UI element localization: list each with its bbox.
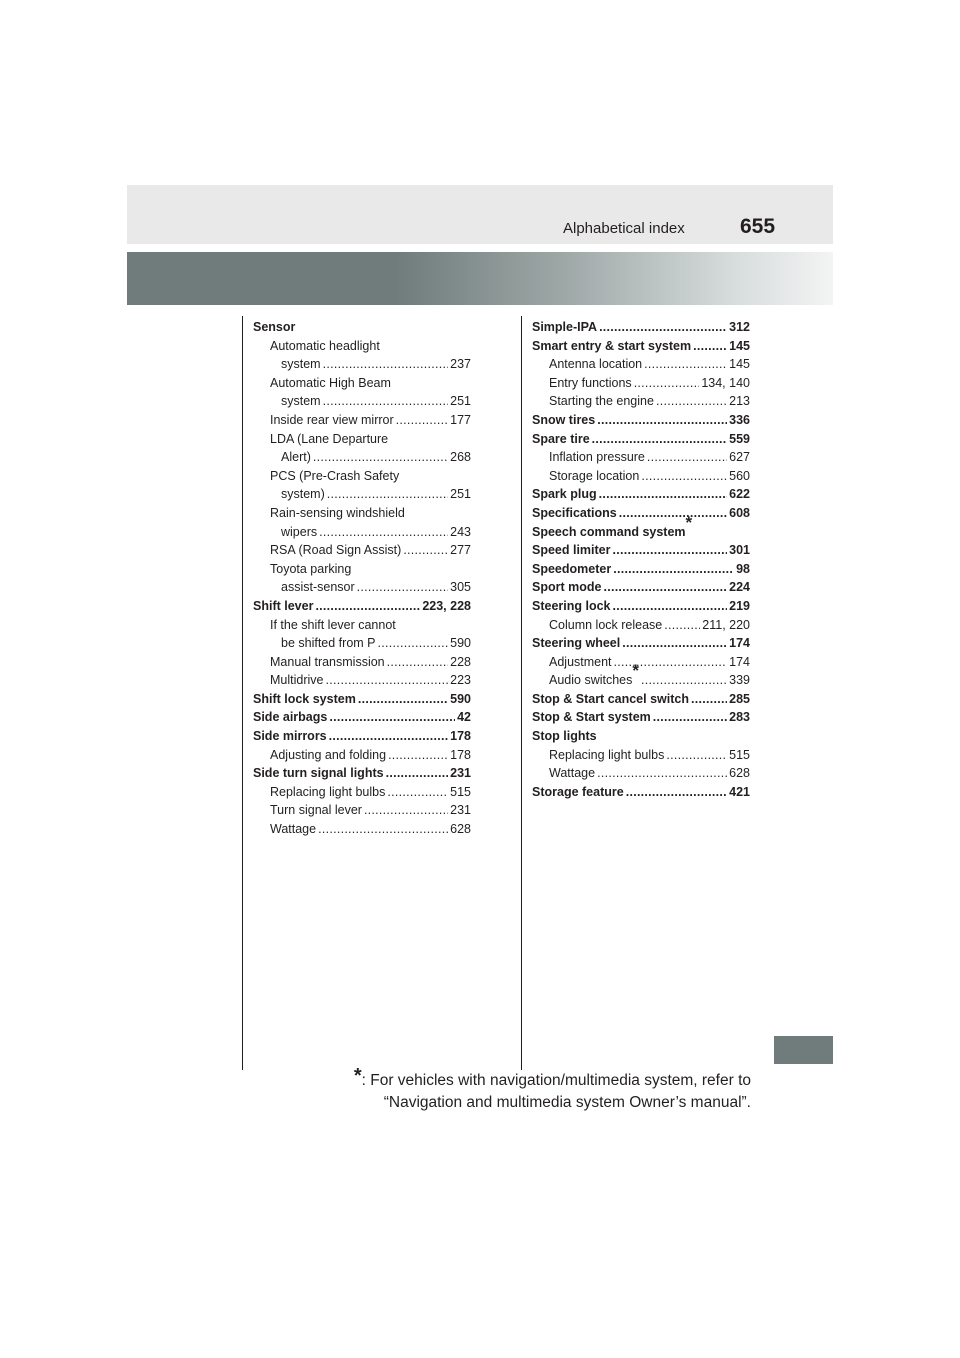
decorative-gradient-bar xyxy=(127,252,833,305)
footnote-star-marker: * xyxy=(685,512,693,532)
index-entry xyxy=(253,430,471,449)
entry-label: If the shift lever cannot xyxy=(270,617,396,632)
dot-leader xyxy=(603,578,727,597)
dot-leader xyxy=(666,746,727,765)
entry-page-reference: 223, 228 xyxy=(422,598,471,613)
footnote-star-marker: * xyxy=(632,661,639,681)
entry-label: Stop lights xyxy=(532,729,597,744)
index-entry xyxy=(532,764,750,783)
dot-leader xyxy=(597,764,727,783)
entry-page-reference: 42 xyxy=(457,710,471,725)
dot-leader xyxy=(388,746,448,765)
entry-page-reference: 219 xyxy=(729,598,750,613)
index-entry xyxy=(532,374,750,393)
dot-leader xyxy=(323,392,449,411)
entry-label: Automatic High Beam xyxy=(270,375,391,390)
entry-label: PCS (Pre-Crash Safety xyxy=(270,468,400,483)
middle-column-rule xyxy=(521,316,522,1070)
entry-label: Replacing light bulbs xyxy=(549,747,665,762)
dot-leader xyxy=(641,671,727,690)
entry-label: Multidrive xyxy=(270,673,324,688)
left-column-rule xyxy=(242,316,243,1070)
dot-leader xyxy=(358,690,448,709)
entry-page-reference: 213 xyxy=(729,394,750,409)
index-entry xyxy=(532,690,750,709)
entry-page-reference: 211, 220 xyxy=(702,617,750,632)
entry-page-reference: 627 xyxy=(729,450,750,465)
entry-page-reference: 622 xyxy=(729,487,750,502)
entry-label: Inflation pressure xyxy=(549,450,645,465)
entry-page-reference: 134, 140 xyxy=(701,375,750,390)
dot-leader xyxy=(691,690,727,709)
dot-leader xyxy=(387,783,448,802)
dot-leader xyxy=(597,411,727,430)
index-entry xyxy=(532,708,750,727)
entry-page-reference: 285 xyxy=(729,691,750,706)
entry-page-reference: 178 xyxy=(450,747,471,762)
index-entry xyxy=(532,430,750,449)
entry-page-reference: 590 xyxy=(450,636,471,651)
entry-page-reference: 608 xyxy=(729,505,750,520)
dot-leader xyxy=(387,653,449,672)
dot-leader xyxy=(313,448,448,467)
entry-page-reference: 251 xyxy=(450,394,471,409)
index-entry xyxy=(253,616,471,635)
entry-label: be shifted from P xyxy=(281,636,376,651)
entry-label: Side airbags xyxy=(253,710,328,725)
dot-leader xyxy=(318,820,448,839)
dot-leader xyxy=(647,448,727,467)
entry-label: Rain-sensing windshield xyxy=(270,505,405,520)
entry-label: Starting the engine xyxy=(549,394,654,409)
dot-leader xyxy=(653,708,727,727)
dot-leader xyxy=(614,653,728,672)
entry-page-reference: 224 xyxy=(729,580,750,595)
entry-page-reference: 268 xyxy=(450,450,471,465)
entry-page-reference: 312 xyxy=(729,320,750,334)
index-entry xyxy=(253,485,471,504)
index-entry xyxy=(532,727,750,746)
dot-leader xyxy=(396,411,449,430)
index-entry xyxy=(253,634,471,653)
footnote xyxy=(340,1065,751,1114)
entry-label: Smart entry & start system xyxy=(532,338,692,353)
entry-page-reference: 237 xyxy=(450,357,471,372)
index-entry xyxy=(532,783,750,802)
entry-label: Alert) xyxy=(281,450,311,465)
entry-label: Side mirrors xyxy=(253,729,327,744)
entry-label: Speedometer xyxy=(532,561,612,576)
index-entry xyxy=(532,578,750,597)
index-entry xyxy=(253,523,471,542)
entry-label: Speech command system xyxy=(532,524,686,539)
index-entry xyxy=(253,708,471,727)
entry-page-reference: 628 xyxy=(450,822,471,837)
entry-label: Spark plug xyxy=(532,487,597,502)
entry-label: assist-sensor xyxy=(281,580,355,595)
index-entry xyxy=(253,560,471,579)
entry-page-reference: 223 xyxy=(450,673,471,688)
entry-label: Spare tire xyxy=(532,431,590,446)
index-entry xyxy=(253,541,471,560)
entry-label: Steering wheel xyxy=(532,636,621,651)
entry-label: Stop & Start system xyxy=(532,710,651,725)
index-entry xyxy=(532,337,750,356)
index-entry xyxy=(253,690,471,709)
index-column-right xyxy=(532,318,750,801)
section-title: Alphabetical index xyxy=(563,220,685,237)
entry-page-reference: 231 xyxy=(450,803,471,818)
dot-leader xyxy=(357,578,449,597)
entry-label: wipers xyxy=(281,524,318,539)
entry-label: Simple-IPA xyxy=(532,320,598,334)
index-entry xyxy=(253,727,471,746)
entry-label: Sensor xyxy=(253,320,296,334)
index-entry xyxy=(253,783,471,802)
index-entry xyxy=(253,653,471,672)
entry-label: system) xyxy=(281,487,325,502)
header-band xyxy=(127,185,833,244)
entry-page-reference: 277 xyxy=(450,543,471,558)
dot-leader xyxy=(619,504,727,523)
entry-label: Wattage xyxy=(270,822,317,837)
entry-page-reference: 251 xyxy=(450,487,471,502)
index-entry xyxy=(532,597,750,616)
entry-page-reference: 228 xyxy=(450,654,471,669)
entry-label: LDA (Lane Departure xyxy=(270,431,389,446)
index-entry xyxy=(253,411,471,430)
entry-page-reference: 336 xyxy=(729,412,750,427)
dot-leader xyxy=(403,541,448,560)
index-column-left xyxy=(253,318,471,839)
index-entry xyxy=(532,485,750,504)
entry-page-reference: 515 xyxy=(450,784,471,799)
index-entry xyxy=(253,764,471,783)
entry-page-reference: 339 xyxy=(729,673,750,688)
entry-page-reference: 560 xyxy=(729,468,750,483)
dot-leader xyxy=(327,485,448,504)
index-entry xyxy=(532,411,750,430)
entry-label: Adjustment xyxy=(549,654,612,669)
entry-page-reference: 177 xyxy=(450,412,471,427)
dot-leader xyxy=(329,727,449,746)
index-entry xyxy=(532,392,750,411)
footnote-line-2: “Navigation and multimedia system Owner’s manual”. xyxy=(383,1094,751,1111)
entry-page-reference: 98 xyxy=(736,561,750,576)
entry-label: Wattage xyxy=(549,766,596,781)
entry-label: Shift lock system xyxy=(253,691,356,706)
entry-label: Steering lock xyxy=(532,598,611,613)
entry-page-reference: 305 xyxy=(450,580,471,595)
index-entry xyxy=(253,467,471,486)
entry-label: Replacing light bulbs xyxy=(270,784,386,799)
index-entry xyxy=(253,355,471,374)
index-entry xyxy=(532,746,750,765)
entry-label: system xyxy=(281,394,321,409)
entry-page-reference: 283 xyxy=(729,710,750,725)
entry-page-reference: 243 xyxy=(450,524,471,539)
dot-leader xyxy=(622,634,727,653)
dot-leader xyxy=(656,392,727,411)
index-entry xyxy=(253,337,471,356)
index-entry xyxy=(532,355,750,374)
dot-leader xyxy=(329,708,455,727)
section-tab-marker xyxy=(774,1036,833,1064)
entry-page-reference: 145 xyxy=(729,357,750,372)
dot-leader xyxy=(664,616,700,635)
entry-page-reference: 174 xyxy=(729,654,750,669)
entry-page-reference: 145 xyxy=(729,338,750,353)
entry-label: Toyota parking xyxy=(270,561,352,576)
dot-leader xyxy=(326,671,449,690)
entry-label: Specifications xyxy=(532,505,617,520)
dot-leader xyxy=(364,801,448,820)
entry-label: Sport mode xyxy=(532,580,602,595)
dot-leader xyxy=(644,355,727,374)
footnote-line-1: *: For vehicles with navigation/multimedia system, refer to xyxy=(353,1065,751,1089)
footnote-star: * xyxy=(353,1065,362,1087)
entry-page-reference: 590 xyxy=(450,691,471,706)
dot-leader xyxy=(323,355,449,374)
dot-leader xyxy=(613,597,728,616)
index-entry xyxy=(532,467,750,486)
index-entry xyxy=(532,634,750,653)
entry-label: Stop & Start cancel switch xyxy=(532,691,689,706)
entry-page-reference: 174 xyxy=(729,636,750,651)
entry-label: Antenna location xyxy=(549,357,643,372)
entry-label: Side turn signal lights xyxy=(253,766,384,781)
index-entry xyxy=(253,374,471,393)
index-entry xyxy=(253,578,471,597)
entry-label: Turn signal lever xyxy=(270,803,362,818)
dot-leader xyxy=(613,560,734,579)
index-entry xyxy=(532,448,750,467)
index-entry xyxy=(532,318,750,337)
dot-leader xyxy=(634,374,700,393)
dot-leader xyxy=(599,485,728,504)
index-entry xyxy=(532,616,750,635)
dot-leader xyxy=(319,523,448,542)
dot-leader xyxy=(626,783,727,802)
dot-leader xyxy=(599,318,727,337)
dot-leader xyxy=(592,430,727,449)
index-entry xyxy=(532,560,750,579)
entry-label: Snow tires xyxy=(532,412,596,427)
entry-label: Inside rear view mirror xyxy=(270,412,394,427)
dot-leader xyxy=(693,337,727,356)
entry-page-reference: 421 xyxy=(729,784,750,799)
entry-label: Automatic headlight xyxy=(270,338,380,353)
entry-label: Storage feature xyxy=(532,784,624,799)
entry-page-reference: 628 xyxy=(729,766,750,781)
entry-label: Adjusting and folding xyxy=(270,747,387,762)
index-entry xyxy=(253,597,471,616)
entry-label: Speed limiter xyxy=(532,543,611,558)
dot-leader xyxy=(613,541,728,560)
page-number: 655 xyxy=(740,215,776,238)
index-entry xyxy=(253,746,471,765)
dot-leader xyxy=(315,597,420,616)
index-entry xyxy=(253,504,471,523)
entry-label: Storage location xyxy=(549,468,640,483)
index-entry xyxy=(253,801,471,820)
index-entry xyxy=(253,820,471,839)
entry-page-reference: 231 xyxy=(450,766,471,781)
entry-page-reference: 515 xyxy=(729,747,750,762)
entry-page-reference: 559 xyxy=(729,431,750,446)
index-entry xyxy=(253,448,471,467)
entry-page-reference: 301 xyxy=(729,543,750,558)
index-entry xyxy=(532,541,750,560)
index-entry xyxy=(532,504,750,523)
dot-leader xyxy=(386,764,449,783)
entry-label: Entry functions xyxy=(549,375,632,390)
index-entry xyxy=(253,671,471,690)
index-entry xyxy=(532,653,750,672)
entry-label: Audio switches xyxy=(549,673,633,688)
dot-leader xyxy=(641,467,727,486)
dot-leader xyxy=(378,634,449,653)
entry-label: Shift lever xyxy=(253,598,314,613)
entry-label: RSA (Road Sign Assist) xyxy=(270,543,402,558)
entry-page-reference: 178 xyxy=(450,729,471,744)
entry-label: Column lock release xyxy=(549,617,663,632)
index-entry xyxy=(253,318,471,337)
entry-label: Manual transmission xyxy=(270,654,385,669)
index-entry xyxy=(253,392,471,411)
entry-label: system xyxy=(281,357,321,372)
